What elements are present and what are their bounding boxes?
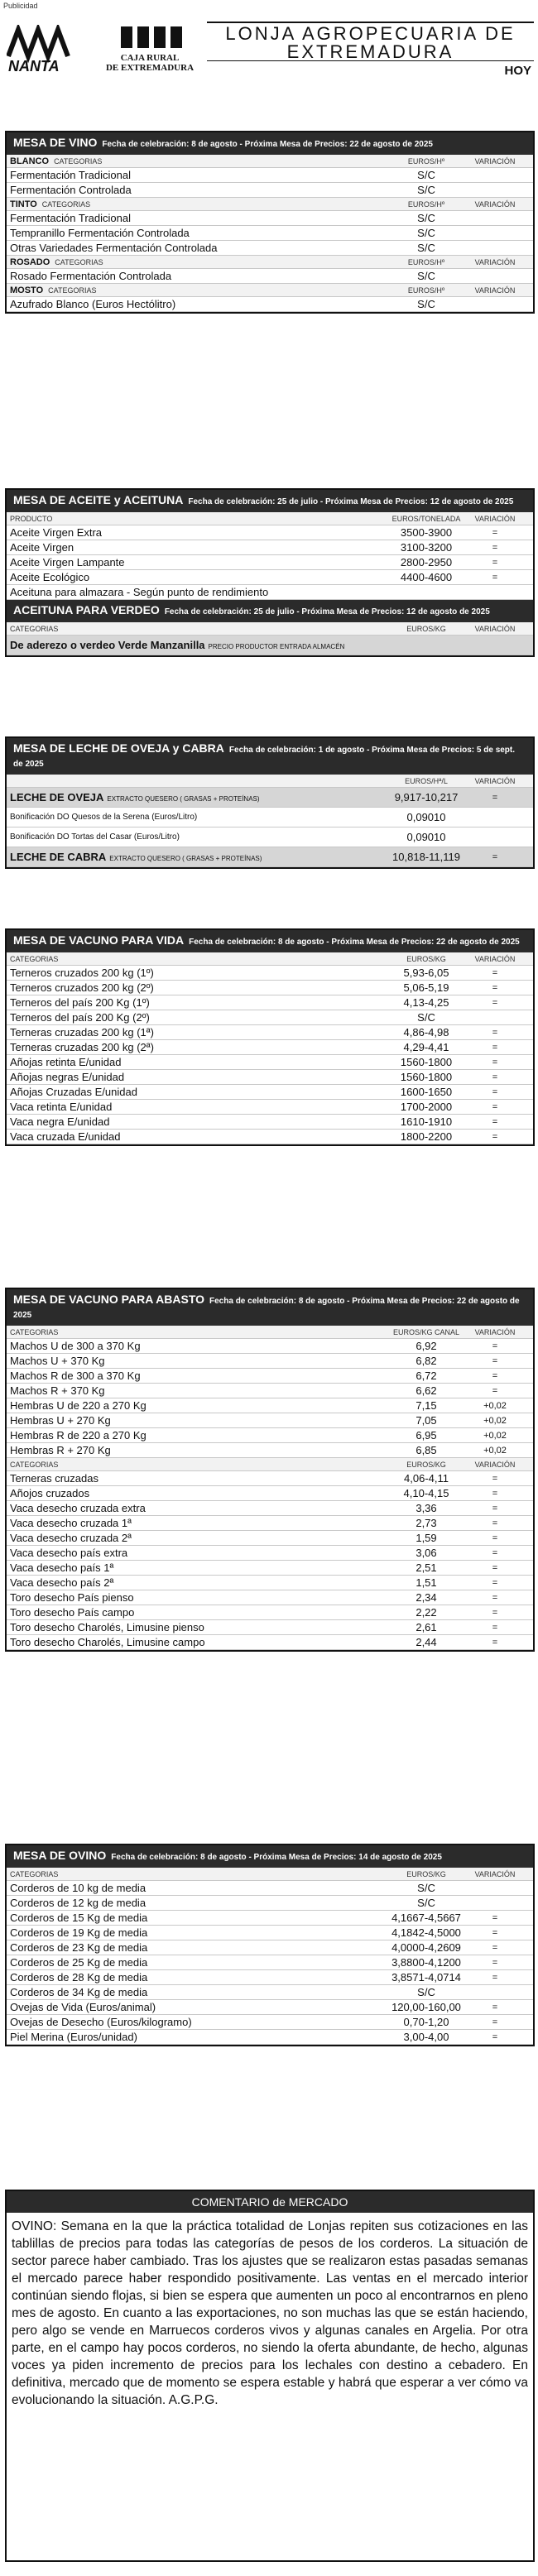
- vino-mosto-row-col2: S/C: [417, 298, 435, 310]
- vino-rosado-header: ROSADO CATEGORIAS EUROS/Hº VARIACIÓN: [7, 256, 533, 269]
- vacuno-vida-row-col3: =: [492, 1102, 498, 1112]
- vacuno-abasto-header: MESA DE VACUNO PARA ABASTO Fecha de celebración: 8 de agosto - Próxima Mesa de Precios: 22 de agosto de 2025: [7, 1289, 533, 1326]
- vacuno-abasto-row-col3: =: [492, 1504, 498, 1513]
- comentario-header: COMENTARIO de MERCADO: [7, 2191, 533, 2213]
- verdeo-row: De aderezo o verdeo Verde Manzanilla PRECIO PRODUCTOR ENTRADA ALMACÉN: [7, 636, 533, 655]
- vacuno-vida-row-col3: =: [492, 1043, 498, 1053]
- vacuno-abasto-row-col2: 3,36: [416, 1502, 437, 1514]
- vacuno-vida-row-col1: Vaca negra E/unidad: [10, 1115, 110, 1128]
- vacuno-vida-row-col1: Terneras cruzadas 200 kg (1ª): [10, 1026, 154, 1039]
- vacuno-vida-row-col3: =: [492, 1072, 498, 1082]
- header: [0, 10, 538, 76]
- leche-cabra-row: LECHE DE CABRA EXTRACTO QUESERO ( GRASAS + PROTEÍNAS) 10,818-11,119 =: [7, 847, 533, 867]
- vino-section: [5, 131, 535, 314]
- vacuno-abasto-row-col3: =: [492, 1563, 498, 1573]
- vacuno-abasto-row-col3: =: [492, 1474, 498, 1484]
- vacuno-abasto-row-col1: Vaca desecho cruzada extra: [10, 1502, 146, 1514]
- vacuno-abasto-row-col3: =: [492, 1623, 498, 1633]
- ovino-row: [7, 1911, 533, 1926]
- vino-blanco-row-col1: Fermentación Tradicional: [10, 169, 131, 181]
- vino-tinto-row-col2: S/C: [417, 212, 435, 224]
- vino-tinto-row-col1: Otras Variedades Fermentación Controlada: [10, 242, 218, 254]
- ovino-row: [7, 1926, 533, 1940]
- vacuno-abasto-row-col3: +0,02: [483, 1416, 507, 1426]
- aceite-row: [7, 540, 533, 555]
- leche-column-header: EUROS/Hª/L VARIACIÓN: [7, 775, 533, 788]
- ovino-row: [7, 2015, 533, 2030]
- nanta-text: NANTA: [8, 58, 60, 74]
- vacuno-vida-row: [7, 981, 533, 995]
- vino-tinto-row-col1: Tempranillo Fermentación Controlada: [10, 227, 190, 239]
- caja-rural-logo: [104, 25, 195, 74]
- vino-tinto-header: TINTO CATEGORIAS EUROS/Hº VARIACIÓN: [7, 198, 533, 211]
- vacuno-vida-row: [7, 1070, 533, 1085]
- vacuno-abasto-row-col2: 6,95: [416, 1429, 437, 1442]
- vacuno-abasto-row-col2: 6,72: [416, 1370, 437, 1382]
- vacuno-vida-row-col3: =: [492, 998, 498, 1008]
- vacuno-vida-row: [7, 995, 533, 1010]
- vacuno-abasto-column-header: CATEGORIAS EUROS/KG CANAL VARIACIÓN: [7, 1326, 533, 1339]
- vacuno-abasto-row-col2: 2,44: [416, 1636, 437, 1648]
- vacuno-abasto-row-col1: Hembras U + 270 Kg: [10, 1414, 111, 1427]
- vacuno-abasto-row-col3: +0,02: [483, 1401, 507, 1411]
- vacuno-abasto-row: [7, 1590, 533, 1605]
- vacuno-abasto-row-col2: 6,82: [416, 1355, 437, 1367]
- leche-oveja-row: LECHE DE OVEJA EXTRACTO QUESERO ( GRASAS + PROTEÍNAS) 9,917-10,217 =: [7, 788, 533, 808]
- vino-header: MESA DE VINO Fecha de celebración: 8 de agosto - Próxima Mesa de Precios: 22 de agosto de 2025: [7, 132, 533, 155]
- ovino-row-col1: Piel Merina (Euros/unidad): [10, 2031, 137, 2043]
- hoy-logo: HOY: [504, 64, 531, 78]
- vino-tinto-row-col2: S/C: [417, 242, 435, 254]
- ovino-row-col2: S/C: [417, 1986, 435, 1998]
- aceite-row-col3: =: [492, 573, 498, 583]
- vacuno-vida-row-col1: Añojas retinta E/unidad: [10, 1056, 122, 1068]
- vacuno-vida-row-col2: 1800-2200: [400, 1130, 453, 1143]
- vino-mosto-row: [7, 297, 533, 312]
- ovino-row: [7, 2000, 533, 2015]
- ovino-row-col1: Ovejas de Vida (Euros/animal): [10, 2001, 156, 2013]
- ovino-row-col2: 4,1842-4,5000: [391, 1926, 461, 1939]
- vacuno-abasto-row-col3: =: [492, 1608, 498, 1618]
- verdeo-column-header: CATEGORIAS EUROS/KG VARIACIÓN: [7, 622, 533, 636]
- vacuno-vida-row-col3: =: [492, 1132, 498, 1142]
- vino-blanco-row-col1: Fermentación Controlada: [10, 184, 132, 196]
- vacuno-abasto-row: [7, 1501, 533, 1516]
- ovino-row-col2: 0,70-1,20: [403, 2016, 449, 2028]
- vacuno-abasto-column-header-2: CATEGORIAS EUROS/KG VARIACIÓN: [7, 1458, 533, 1471]
- aceite-row-col1: Aceite Virgen: [10, 541, 74, 554]
- vacuno-abasto-row-col1: Vaca desecho país extra: [10, 1547, 128, 1559]
- vacuno-abasto-row: [7, 1443, 533, 1458]
- vacuno-abasto-row: [7, 1486, 533, 1501]
- vacuno-abasto-row-col1: Toro desecho Charolés, Limusine campo: [10, 1636, 205, 1648]
- aceite-row: [7, 525, 533, 540]
- ovino-row-col3: =: [492, 1928, 498, 1938]
- page-title: LONJA AGROPECUARIA DE EXTREMADURA: [207, 22, 534, 61]
- vacuno-abasto-row-col1: Terneras cruzadas: [10, 1472, 98, 1485]
- vacuno-vida-column-header: CATEGORIAS EUROS/KG VARIACIÓN: [7, 952, 533, 966]
- caja-rural-emblem-icon: [104, 25, 195, 53]
- vacuno-abasto-row-col2: 2,34: [416, 1591, 437, 1604]
- vacuno-abasto-row-col2: 4,06-4,11: [404, 1472, 449, 1485]
- vacuno-vida-section: [5, 928, 535, 1146]
- ovino-row: [7, 2030, 533, 2045]
- ovino-header: MESA DE OVINO Fecha de celebración: 8 de agosto - Próxima Mesa de Precios: 14 de agosto de 2025: [7, 1845, 533, 1868]
- ovino-row-col3: =: [492, 1958, 498, 1968]
- vacuno-abasto-row-col3: =: [492, 1489, 498, 1499]
- vacuno-abasto-row-col2: 6,85: [416, 1444, 437, 1456]
- leche-header: MESA DE LECHE DE OVEJA y CABRA Fecha de celebración: 1 de agosto - Próxima Mesa de Precios: 5 de sept. de 2025: [7, 738, 533, 775]
- vacuno-vida-row: [7, 1025, 533, 1040]
- aceite-row-col1: Aceite Ecológico: [10, 571, 90, 583]
- ovino-row-col2: 4,0000-4,2609: [391, 1941, 461, 1954]
- vacuno-abasto-row: [7, 1384, 533, 1398]
- vacuno-abasto-row-col3: =: [492, 1533, 498, 1543]
- aceite-row: [7, 585, 533, 600]
- aceite-row-col3: =: [492, 528, 498, 538]
- vacuno-abasto-row: [7, 1605, 533, 1620]
- ovino-row-col2: S/C: [417, 1897, 435, 1909]
- aceite-row-col2: 2800-2950: [400, 556, 453, 568]
- vacuno-abasto-row-col1: Toro desecho Charolés, Limusine pienso: [10, 1621, 204, 1633]
- ovino-column-header: CATEGORIAS EUROS/KG VARIACIÓN: [7, 1868, 533, 1881]
- vacuno-vida-row: [7, 1010, 533, 1025]
- vacuno-vida-row: [7, 1100, 533, 1115]
- vacuno-vida-row: [7, 1130, 533, 1144]
- aceite-header: MESA DE ACEITE y ACEITUNA Fecha de celebración: 25 de julio - Próxima Mesa de Precios: 12 de agosto de 2025: [7, 490, 533, 512]
- ovino-row-col2: 3,8800-4,1200: [391, 1956, 461, 1969]
- vacuno-vida-row-col2: 1700-2000: [400, 1101, 453, 1113]
- vino-blanco-row: [7, 168, 533, 183]
- ovino-row: [7, 1970, 533, 1985]
- aceite-row: [7, 555, 533, 570]
- vacuno-abasto-row-col1: Machos R + 370 Kg: [10, 1384, 105, 1397]
- publicidad-label: Publicidad: [3, 2, 38, 10]
- ovino-row-col2: 3,00-4,00: [403, 2031, 449, 2043]
- vacuno-vida-row-col2: 5,06-5,19: [403, 981, 449, 994]
- vacuno-abasto-row-col3: =: [492, 1548, 498, 1558]
- vacuno-vida-row-col1: Vaca cruzada E/unidad: [10, 1130, 121, 1143]
- ovino-row: [7, 1940, 533, 1955]
- vacuno-vida-row: [7, 966, 533, 981]
- aceite-row-col3: =: [492, 543, 498, 553]
- vacuno-abasto-row-col3: =: [492, 1593, 498, 1603]
- ovino-row-col1: Corderos de 19 Kg de media: [10, 1926, 148, 1939]
- vacuno-vida-header: MESA DE VACUNO PARA VIDA Fecha de celebración: 8 de agosto - Próxima Mesa de Precios: 22 de agosto de 2025: [7, 930, 533, 952]
- vacuno-abasto-row-col3: =: [492, 1638, 498, 1648]
- vacuno-vida-row-col2: 4,29-4,41: [403, 1041, 449, 1053]
- comentario-section: [5, 2190, 535, 2562]
- vacuno-abasto-row: [7, 1561, 533, 1576]
- aceite-row-col3: =: [492, 558, 498, 568]
- vino-mosto-header: MOSTO CATEGORIAS EUROS/Hº VARIACIÓN: [7, 284, 533, 297]
- ovino-row-col1: Corderos de 15 Kg de media: [10, 1912, 148, 1924]
- ovino-row-col2: 3,8571-4,0714: [391, 1971, 461, 1984]
- ovino-row-col1: Corderos de 12 kg de media: [10, 1897, 147, 1909]
- ovino-row-col1: Ovejas de Desecho (Euros/kilogramo): [10, 2016, 192, 2028]
- vacuno-abasto-row-col2: 7,05: [416, 1414, 437, 1427]
- aceite-row-col1: Aceituna para almazara - Según punto de rendimiento: [10, 586, 269, 598]
- ovino-row: [7, 1985, 533, 2000]
- vacuno-abasto-row-col1: Toro desecho País campo: [10, 1606, 135, 1619]
- vacuno-abasto-row: [7, 1428, 533, 1443]
- vacuno-abasto-row-col1: Machos U + 370 Kg: [10, 1355, 105, 1367]
- vacuno-abasto-row-col3: =: [492, 1341, 498, 1351]
- vacuno-abasto-row-col2: 1,59: [416, 1532, 437, 1544]
- comentario-text: OVINO: Semana en la que la práctica totalidad de Lonjas repiten sus cotizaciones en las tablillas de precios para todas las categorías de pesos de los corderos. La situación de sector parece haber cambiado. Tras los ajustes que se realizaron estas pasadas semanas el mercado parece haber respondido positivamente. Las ventas en el mercado interior continúan siendo flojas, si bien se espera que aumenten un poco al encontrarnos en pleno mes de agosto. En cuanto a las exportaciones, no son muchas las que se están haciendo, pero algo se vende en Marruecos corderos vivos y algunas canales en Argelia. Por otra parte, en el campo hay pocos corderos, no siendo la oferta abundante, de hecho, algunas voces ya piden incremento de precios para los lechales con destino a cebadero. En definitiva, mercado que de momento se espera estable y habrá que esperar a ver cómo va evolucionando la situación. A.G.P.G.: [12, 2219, 528, 2407]
- bonificacion-casar-row: Bonificación DO Tortas del Casar (Euros/Litro) 0,09010: [7, 827, 533, 847]
- aceite-column-header: PRODUCTO EUROS/TONELADA VARIACIÓN: [7, 512, 533, 525]
- aceite-row-col1: Aceite Virgen Extra: [10, 526, 103, 539]
- vacuno-vida-row-col2: 1560-1800: [400, 1071, 453, 1083]
- vacuno-abasto-row-col3: =: [492, 1386, 498, 1396]
- vacuno-vida-row: [7, 1115, 533, 1130]
- vacuno-vida-row-col1: Terneros del país 200 Kg (2º): [10, 1011, 150, 1024]
- vino-mosto-row-col1: Azufrado Blanco (Euros Hectólitro): [10, 298, 176, 310]
- vacuno-abasto-row: [7, 1471, 533, 1486]
- caja-rural-text: CAJA RURAL DE EXTREMADURA: [105, 53, 195, 73]
- vacuno-abasto-row-col2: 3,06: [416, 1547, 437, 1559]
- bonificacion-serena-row: Bonificación DO Quesos de la Serena (Euros/Litro) 0,09010: [7, 808, 533, 827]
- ovino-row-col2: 120,00-160,00: [391, 2001, 461, 2013]
- vacuno-abasto-row: [7, 1576, 533, 1590]
- vino-rosado-row-col2: S/C: [417, 270, 435, 282]
- vacuno-vida-row-col3: =: [492, 1028, 498, 1038]
- vino-blanco-header: BLANCO CATEGORIAS EUROS/Hº VARIACIÓN: [7, 155, 533, 168]
- vacuno-vida-row-col3: =: [492, 1087, 498, 1097]
- vacuno-abasto-row: [7, 1369, 533, 1384]
- ovino-row: [7, 1955, 533, 1970]
- aceite-row-col1: Aceite Virgen Lampante: [10, 556, 125, 568]
- ovino-row-col3: =: [492, 1943, 498, 1953]
- ovino-row-col2: S/C: [417, 1882, 435, 1894]
- vacuno-abasto-row-col1: Añojos cruzados: [10, 1487, 90, 1499]
- vacuno-abasto-row: [7, 1635, 533, 1650]
- vacuno-abasto-row-col1: Toro desecho País pienso: [10, 1591, 134, 1604]
- vacuno-abasto-section: [5, 1288, 535, 1652]
- vacuno-abasto-row: [7, 1620, 533, 1635]
- ovino-row-col1: Corderos de 10 kg de media: [10, 1882, 147, 1894]
- aceite-section: [5, 488, 535, 657]
- vacuno-abasto-row-col3: +0,02: [483, 1446, 507, 1456]
- vacuno-vida-row-col2: 5,93-6,05: [403, 967, 449, 979]
- vacuno-abasto-row-col3: +0,02: [483, 1431, 507, 1441]
- vino-blanco-row-col2: S/C: [417, 169, 435, 181]
- vacuno-abasto-row-col3: =: [492, 1518, 498, 1528]
- vacuno-abasto-row-col1: Vaca desecho cruzada 2ª: [10, 1532, 132, 1544]
- ovino-row-col3: =: [492, 1973, 498, 1983]
- vacuno-abasto-row-col3: =: [492, 1356, 498, 1366]
- vacuno-vida-row-col1: Añojas negras E/unidad: [10, 1071, 125, 1083]
- vino-rosado-row: [7, 269, 533, 284]
- vacuno-vida-row-col1: Terneros del país 200 Kg (1º): [10, 996, 150, 1009]
- vacuno-abasto-row: [7, 1398, 533, 1413]
- vacuno-vida-row: [7, 1085, 533, 1100]
- vacuno-abasto-row: [7, 1339, 533, 1354]
- vino-tinto-row: [7, 241, 533, 256]
- ovino-row-col3: =: [492, 2032, 498, 2042]
- vacuno-abasto-row-col1: Machos R de 300 a 370 Kg: [10, 1370, 141, 1382]
- vacuno-abasto-row-col2: 1,51: [416, 1576, 437, 1589]
- vacuno-vida-row: [7, 1040, 533, 1055]
- vacuno-vida-row-col2: 4,13-4,25: [403, 996, 449, 1009]
- aceite-row-col2: 3100-3200: [400, 541, 453, 554]
- vacuno-vida-row-col1: Vaca retinta E/unidad: [10, 1101, 113, 1113]
- vacuno-abasto-row: [7, 1413, 533, 1428]
- vacuno-abasto-row-col1: Machos U de 300 a 370 Kg: [10, 1340, 141, 1352]
- vacuno-vida-row-col1: Añojas Cruzadas E/unidad: [10, 1086, 137, 1098]
- aceite-row: [7, 570, 533, 585]
- ovino-row: [7, 1881, 533, 1896]
- vacuno-abasto-row-col3: =: [492, 1578, 498, 1588]
- ovino-section: [5, 1844, 535, 2046]
- vacuno-vida-row-col2: 1610-1910: [400, 1115, 453, 1128]
- vacuno-abasto-row-col2: 2,73: [416, 1517, 437, 1529]
- vacuno-vida-row-col2: S/C: [417, 1011, 435, 1024]
- ovino-row: [7, 1896, 533, 1911]
- vacuno-abasto-row-col2: 7,15: [416, 1399, 437, 1412]
- leche-section: [5, 736, 535, 869]
- vacuno-abasto-row-col1: Hembras R + 270 Kg: [10, 1444, 111, 1456]
- vino-blanco-row: [7, 183, 533, 198]
- vacuno-abasto-row-col1: Vaca desecho cruzada 1ª: [10, 1517, 132, 1529]
- ovino-row-col1: Corderos de 28 Kg de media: [10, 1971, 148, 1984]
- ovino-row-col3: =: [492, 1913, 498, 1923]
- vacuno-vida-row-col1: Terneros cruzados 200 kg (2º): [10, 981, 154, 994]
- vacuno-vida-row: [7, 1055, 533, 1070]
- vacuno-abasto-row: [7, 1546, 533, 1561]
- ovino-row-col3: =: [492, 2003, 498, 2012]
- vacuno-vida-row-col3: =: [492, 983, 498, 993]
- vacuno-vida-row-col2: 1560-1800: [400, 1056, 453, 1068]
- ovino-row-col2: 4,1667-4,5667: [391, 1912, 461, 1924]
- vacuno-abasto-row-col1: Hembras R de 220 a 270 Kg: [10, 1429, 147, 1442]
- vacuno-abasto-row-col1: Hembras U de 220 a 270 Kg: [10, 1399, 147, 1412]
- verdeo-header: ACEITUNA PARA VERDEO Fecha de celebración: 25 de julio - Próxima Mesa de Precios: 12 de agosto de 2025: [7, 600, 533, 622]
- vino-tinto-row-col2: S/C: [417, 227, 435, 239]
- ovino-row-col1: Corderos de 25 Kg de media: [10, 1956, 148, 1969]
- vacuno-abasto-row-col2: 6,62: [416, 1384, 437, 1397]
- vacuno-vida-row-col3: =: [492, 1117, 498, 1127]
- vacuno-abasto-row-col2: 4,10-4,15: [403, 1487, 449, 1499]
- vacuno-abasto-row-col2: 6,92: [416, 1340, 437, 1352]
- ovino-row-col3: =: [492, 2017, 498, 2027]
- vino-tinto-row: [7, 211, 533, 226]
- vacuno-abasto-row-col2: 2,51: [416, 1561, 437, 1574]
- aceite-row-col2: 3500-3900: [400, 526, 453, 539]
- vacuno-abasto-row: [7, 1531, 533, 1546]
- vino-blanco-row-col2: S/C: [417, 184, 435, 196]
- vacuno-abasto-row: [7, 1354, 533, 1369]
- vacuno-abasto-row-col2: 2,22: [416, 1606, 437, 1619]
- ovino-row-col1: Corderos de 34 Kg de media: [10, 1986, 148, 1998]
- vacuno-vida-row-col3: =: [492, 1058, 498, 1067]
- vacuno-vida-row-col2: 4,86-4,98: [403, 1026, 449, 1039]
- vacuno-abasto-row-col1: Vaca desecho país 1ª: [10, 1561, 114, 1574]
- aceite-row-col2: 4400-4600: [400, 571, 453, 583]
- vacuno-vida-row-col1: Terneros cruzados 200 kg (1º): [10, 967, 154, 979]
- vacuno-vida-row-col1: Terneras cruzadas 200 kg (2ª): [10, 1041, 154, 1053]
- vino-tinto-row: [7, 226, 533, 241]
- vacuno-vida-row-col2: 1600-1650: [400, 1086, 453, 1098]
- ovino-row-col1: Corderos de 23 Kg de media: [10, 1941, 148, 1954]
- vacuno-abasto-row-col3: =: [492, 1371, 498, 1381]
- vacuno-abasto-row: [7, 1516, 533, 1531]
- vino-rosado-row-col1: Rosado Fermentación Controlada: [10, 270, 172, 282]
- vino-tinto-row-col1: Fermentación Tradicional: [10, 212, 131, 224]
- vacuno-abasto-row-col2: 2,61: [416, 1621, 437, 1633]
- vacuno-abasto-row-col1: Vaca desecho país 2ª: [10, 1576, 114, 1589]
- vacuno-vida-row-col3: =: [492, 968, 498, 978]
